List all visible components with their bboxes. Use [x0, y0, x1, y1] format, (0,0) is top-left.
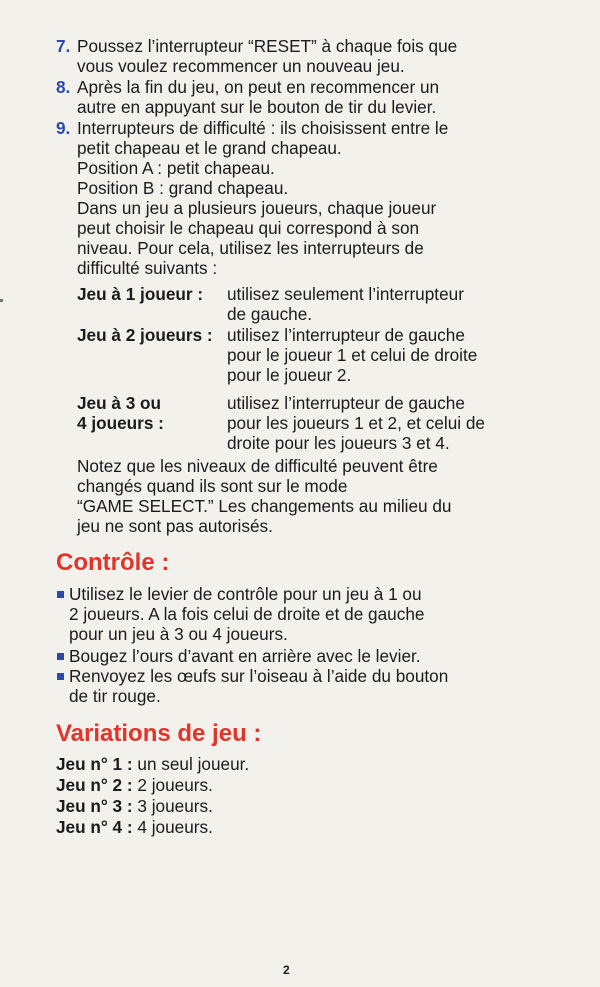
- variation-item: [56, 775, 213, 795]
- bullet-text-line: de tir rouge.: [69, 686, 161, 706]
- difficulty-row-text: pour les joueurs 1 et 2, et celui de: [227, 413, 485, 433]
- variation-label: Jeu n° 3 :: [56, 796, 133, 816]
- difficulty-row-text: pour le joueur 1 et celui de droite: [227, 345, 478, 365]
- step-text-line: Poussez l’interrupteur “RESET” à chaque fois que: [77, 36, 458, 56]
- variation-label: Jeu n° 4 :: [56, 817, 133, 837]
- difficulty-row-label: Jeu à 2 joueurs :: [77, 325, 213, 345]
- bullet-text-line: Bougez l’ours d’avant en arrière avec le levier.: [69, 646, 421, 666]
- step-number: 7.: [56, 36, 71, 56]
- variation-label: Jeu n° 2 :: [56, 775, 133, 795]
- note-line: “GAME SELECT.” Les changements au milieu du: [77, 496, 452, 516]
- step-7: [56, 36, 556, 76]
- variations-heading: Variations de jeu :: [56, 720, 262, 747]
- step-9: [56, 118, 556, 278]
- note-line: Notez que les niveaux de difficulté peuvent être: [77, 456, 438, 476]
- variation-text: 2 joueurs.: [132, 775, 213, 795]
- bullet-text-line: pour un jeu à 3 ou 4 joueurs.: [69, 624, 288, 644]
- variation-label: Jeu n° 1 :: [56, 754, 133, 774]
- bullet-text-line: Renvoyez les œufs sur l’oiseau à l’aide du bouton: [69, 666, 449, 686]
- difficulty-row-text: pour le joueur 2.: [227, 365, 352, 385]
- variation-item: [56, 817, 213, 837]
- step-text-line: niveau. Pour cela, utilisez les interrupteurs de: [77, 238, 424, 258]
- step-text-line: peut choisir le chapeau qui correspond à son: [77, 218, 420, 238]
- difficulty-row-label: Jeu à 3 ou: [77, 393, 162, 413]
- step-text-line: vous voulez recommencer un nouveau jeu.: [77, 56, 405, 76]
- step-text-line: Position B : grand chapeau.: [77, 178, 289, 198]
- note-line: jeu ne sont pas autorisés.: [77, 516, 273, 536]
- step-text-line: Après la fin du jeu, on peut en recommencer un: [77, 77, 440, 97]
- difficulty-row-text: droite pour les joueurs 3 et 4.: [227, 433, 450, 453]
- step-text-line: Position A : petit chapeau.: [77, 158, 275, 178]
- difficulty-row-text: utilisez seulement l’interrupteur: [227, 284, 464, 304]
- variation-item: [56, 754, 249, 774]
- step-number: 9.: [56, 118, 71, 138]
- controle-bullet: [56, 584, 556, 644]
- step-text-line: Interrupteurs de difficulté : ils choisissent entre le: [77, 118, 449, 138]
- bullet-icon: [57, 673, 64, 680]
- variation-text: un seul joueur.: [132, 754, 250, 774]
- difficulty-row-label: 4 joueurs :: [77, 413, 164, 433]
- bullet-text-line: Utilisez le levier de contrôle pour un jeu à 1 ou: [69, 584, 422, 604]
- step-number: 8.: [56, 77, 71, 97]
- page-number: 2: [283, 963, 290, 977]
- edge-mark: [0, 299, 3, 302]
- bullet-text-line: 2 joueurs. A la fois celui de droite et de gauche: [69, 604, 425, 624]
- difficulty-row-text: utilisez l’interrupteur de gauche: [227, 393, 465, 413]
- difficulty-row-label: Jeu à 1 joueur :: [77, 284, 204, 304]
- controle-heading: Contrôle :: [56, 549, 170, 576]
- step-8: [56, 77, 556, 117]
- variation-text: 4 joueurs.: [132, 817, 213, 837]
- bullet-icon: [57, 653, 64, 660]
- difficulty-note: [77, 456, 557, 536]
- step-text-line: petit chapeau et le grand chapeau.: [77, 138, 342, 158]
- controle-bullet: [56, 646, 556, 666]
- variation-item: [56, 796, 213, 816]
- step-text-line: difficulté suivants :: [77, 258, 218, 278]
- note-line: changés quand ils sont sur le mode: [77, 476, 348, 496]
- controle-bullet: [56, 666, 556, 706]
- bullet-icon: [57, 591, 64, 598]
- variation-text: 3 joueurs.: [132, 796, 213, 816]
- step-text-line: Dans un jeu a plusieurs joueurs, chaque joueur: [77, 198, 437, 218]
- difficulty-row-text: utilisez l’interrupteur de gauche: [227, 325, 465, 345]
- step-text-line: autre en appuyant sur le bouton de tir du levier.: [77, 97, 437, 117]
- difficulty-row-text: de gauche.: [227, 304, 313, 324]
